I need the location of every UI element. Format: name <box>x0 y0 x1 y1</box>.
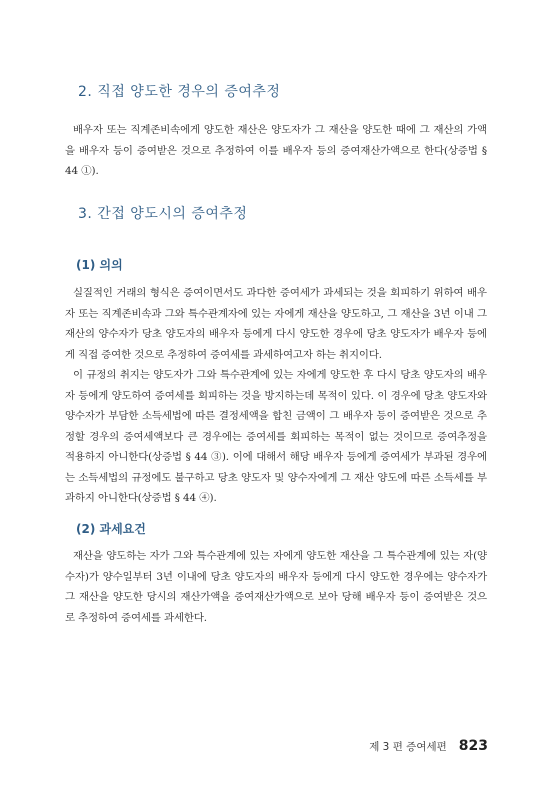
section-3-heading: 3. 간접 양도시의 증여추정 <box>78 206 248 222</box>
subsection-2-paragraph-1: 재산을 양도하는 자가 그와 특수관계에 있는 자에게 양도한 재산을 그 특수관계에 있는 자(양수자)가 양수일부터 3년 이내에 당초 양도자의 배우자 등에게 다시 양도한 경우에는 양수자가 그 재산을 양도한 당시의 재산가액을 증여재산가액으로 보아 당해 배우자 등이 증여받은 것으로 추정하여 증여세를 과세한다. <box>65 550 487 624</box>
section-2-heading: 2. 직접 양도한 경우의 증여추정 <box>78 84 281 100</box>
subsection-2-heading: (2) 과세요건 <box>76 522 146 536</box>
page-footer <box>369 738 488 754</box>
footer-section-label: 제 3 편 증여세편 <box>369 741 447 753</box>
subsection-1-heading: (1) 의의 <box>76 258 123 272</box>
page-number: 823 <box>458 738 488 754</box>
subsection-1-paragraph-1: 실질적인 거래의 형식은 증여이면서도 과다한 증여세가 과세되는 것을 회피하기 위하여 배우자 또는 직계존비속과 그와 특수관계자에 있는 자에게 재산을 양도하고, 그 재산을 3년 이내 그 재산의 양수자가 당초 양도자의 배우자 등에게 다시 양도한 경우에 당초 양도자가 배우자 등에게 직접 증여한 것으로 추정하여 증여세를 과세하여고자 하는 취지이다. <box>65 287 487 361</box>
section-2-paragraph: 배우자 또는 직계존비속에게 양도한 재산은 양도자가 그 재산을 양도한 때에 그 재산의 가액을 배우자 등이 증여받은 것으로 추정하여 이를 배우자 등의 증여재산가액으로 한다(상증법 § 44 ①). <box>65 124 487 177</box>
subsection-1-paragraph-2: 이 규정의 취지는 양도자가 그와 특수관계에 있는 자에게 양도한 후 다시 당초 양도자의 배우자 등에게 양도하여 증여세를 회피하는 것을 방지하는데 목적이 있다. 이 경우에 당초 양도자와 양수자가 부담한 소득세법에 따른 결정세액을 합친 금액이 그 배우자 등이 증여받은 것으로 추정할 경우의 증여세액보다 큰 경우에는 증여세를 회피하는 목적이 없는 것이므로 증여추정을 적용하지 아니한다(상증법 § 44 ③). 이에 대해서 해당 배우자 등에게 증여세가 부과된 경우에는 소득세법의 규정에도 불구하고 당초 양도자 및 양수자에게 그 재산 양도에 따른 소득세를 부과하지 아니한다(상증법 § 44 ④). <box>65 369 487 504</box>
